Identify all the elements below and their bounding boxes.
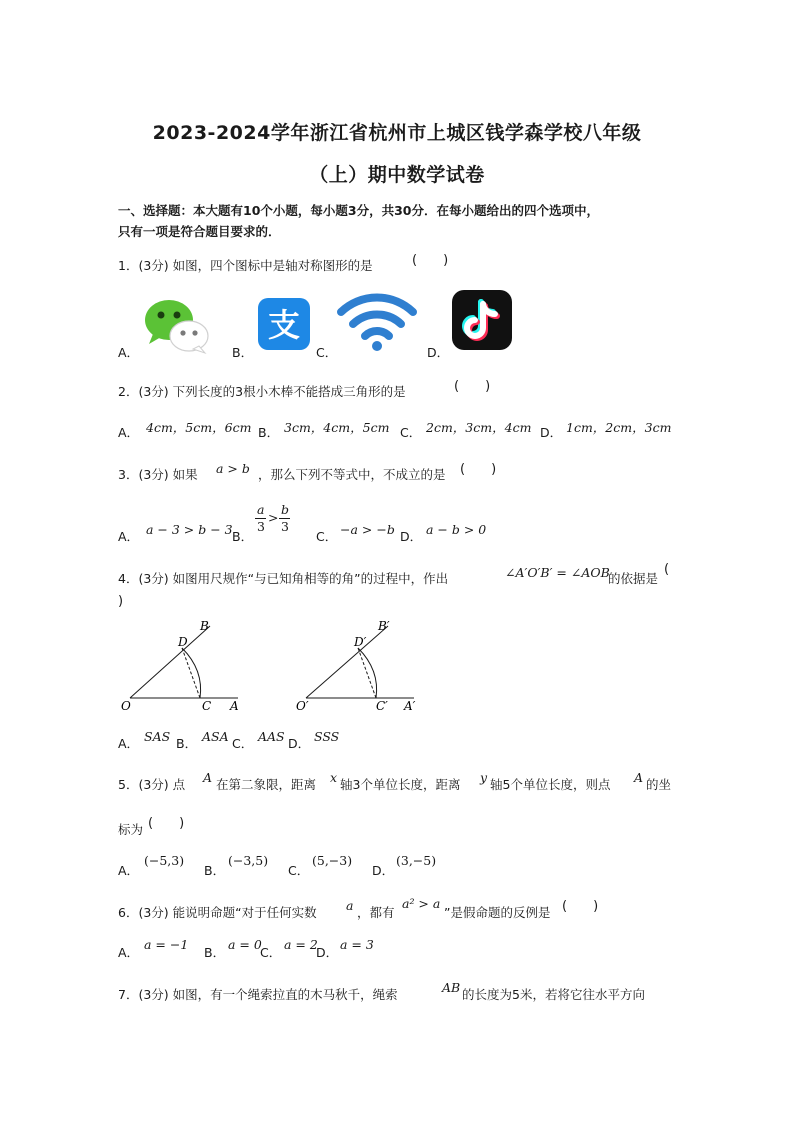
x-axis-var: x [330, 770, 338, 785]
option-c-label: C． [232, 736, 254, 751]
variable-a: a [346, 898, 354, 913]
section-header: 一、选择题：本大题有10个小题，每小题3分，共30分．在每小题给出的四个选项中， [118, 203, 599, 218]
question-stem-4: 轴5个单位长度，则点 [490, 777, 611, 792]
option-b-label: B． [258, 425, 280, 440]
fraction-numerator: a [257, 502, 265, 517]
answer-paren: ( ) [148, 816, 185, 831]
option-b-fraction-expr [254, 502, 294, 538]
option-b-label: B． [232, 345, 254, 360]
label-b-prime: B′ [378, 619, 390, 633]
wifi-icon [337, 290, 417, 352]
option-b-value: 3cm，4cm，5cm [284, 420, 390, 435]
question-stem-1: 5．(3分) 点 [118, 777, 186, 792]
label-a-prime: A′ [404, 699, 416, 713]
point-name: A [203, 770, 213, 785]
option-a-label: A． [118, 345, 140, 360]
answer-paren-open: ( [664, 562, 670, 577]
question-stem-1: 7．(3分) 如图，有一个绳索拉直的木马秋千，绳索 [118, 987, 398, 1002]
label-a: A [230, 699, 239, 713]
option-d-value: SSS [314, 729, 340, 744]
segment-name: AB [442, 980, 461, 995]
question-stem-start: 4．(3分) 如图用尺规作“与已知角相等的角”的过程中，作出 [118, 571, 449, 586]
option-d-label: D． [400, 529, 423, 544]
option-a-value: 4cm，5cm，6cm [146, 420, 252, 435]
answer-paren-close: ) [118, 594, 124, 609]
option-b-label: B． [176, 736, 198, 751]
option-c-label: C． [288, 863, 310, 878]
greater-than-sign: > [268, 510, 279, 525]
angle-expr: ∠A′O′B′ = ∠AOB [505, 565, 610, 580]
option-a-value: (−5,3) [144, 853, 185, 868]
answer-paren: ( ) [562, 899, 599, 914]
option-d-label: D． [316, 945, 339, 960]
question-stem-start: 3．(3分) 如果 [118, 467, 198, 482]
option-a-label: A． [118, 945, 140, 960]
point-name: A [634, 770, 644, 785]
option-a-value: a = −1 [144, 937, 189, 952]
label-b: B [200, 619, 209, 633]
question-stem-end: ，那么下列不等式中，不成立的是 [258, 467, 446, 482]
fraction-denominator: 3 [257, 519, 265, 534]
wechat-icon [143, 296, 209, 354]
option-c-value: a = 2 [284, 937, 318, 952]
option-b-label: B． [204, 945, 226, 960]
option-d-label: D． [540, 425, 563, 440]
option-d-value: a − b > 0 [426, 522, 487, 537]
label-d-prime: D′ [354, 635, 367, 649]
option-a-label: A． [118, 529, 140, 544]
alipay-icon [258, 298, 310, 350]
question-stem-3: 轴3个单位长度，距离 [340, 777, 461, 792]
option-b-label: B． [232, 529, 254, 544]
question-stem-2: 的长度为5米，若将它往水平方向 [462, 987, 645, 1002]
label-o: O [121, 699, 131, 713]
option-a-value: SAS [144, 729, 171, 744]
option-b-value: ASA [202, 729, 229, 744]
fraction-numerator: b [281, 502, 290, 517]
y-axis-var: y [480, 770, 488, 785]
inequality-expr: a² > a [402, 896, 441, 911]
option-c-value: AAS [258, 729, 285, 744]
option-d-value: 1cm，2cm，3cm [566, 420, 672, 435]
option-c-value: (5,−3) [312, 853, 353, 868]
svg-text:支: 支 [267, 306, 301, 344]
question-stem-1: 6．(3分) 能说明命题“对于任何实数 [118, 905, 317, 920]
answer-paren: ( ) [412, 253, 449, 268]
page-subtitle: （上）期中数学试卷 [309, 164, 485, 186]
question-stem-3: ”是假命题的反例是 [444, 905, 551, 920]
answer-paren: ( ) [454, 379, 491, 394]
tiktok-icon [452, 290, 512, 350]
option-b-label: B． [204, 863, 226, 878]
option-b-value: (−3,5) [228, 853, 269, 868]
option-c-label: C． [316, 529, 338, 544]
option-d-label: D． [427, 345, 450, 360]
option-d-label: D． [288, 736, 311, 751]
label-c: C [202, 699, 212, 713]
option-d-value: a = 3 [340, 937, 374, 952]
label-o-prime: O′ [296, 699, 309, 713]
label-d: D [178, 635, 188, 649]
option-a-label: A． [118, 736, 140, 751]
question-stem: 1．(3分) 如图，四个图标中是轴对称图形的是 [118, 258, 373, 273]
option-c-value: 2cm，3cm，4cm [426, 420, 532, 435]
label-c-prime: C′ [376, 699, 388, 713]
condition-expr: a > b [216, 461, 250, 476]
option-c-label: C． [260, 945, 282, 960]
question-stem-5: 的坐 [646, 777, 672, 792]
fraction-denominator: 3 [281, 519, 289, 534]
option-c-value: −a > −b [340, 522, 395, 537]
page-title: 2023-2024学年浙江省杭州市上城区钱学森学校八年级 [152, 122, 642, 144]
option-a-label: A． [118, 425, 140, 440]
option-d-label: D． [372, 863, 395, 878]
option-a-label: A． [118, 863, 140, 878]
option-c-label: C． [316, 345, 338, 360]
question-stem-line2: 标为 [118, 822, 144, 837]
question-stem-2: 在第二象限，距离 [216, 777, 317, 792]
question-stem-end: 的依据是 [608, 571, 659, 586]
compass-construction-figure [118, 618, 448, 718]
answer-paren: ( ) [460, 462, 497, 477]
option-c-label: C． [400, 425, 422, 440]
option-a-value: a − 3 > b − 3 [146, 522, 233, 537]
question-stem-2: ，都有 [357, 905, 395, 920]
option-b-value: a = 0 [228, 937, 262, 952]
section-header-line2: 只有一项是符合题目要求的． [118, 224, 281, 239]
question-stem: 2．(3分) 下列长度的3根小木棒不能搭成三角形的是 [118, 384, 406, 399]
option-d-value: (3,−5) [396, 853, 437, 868]
